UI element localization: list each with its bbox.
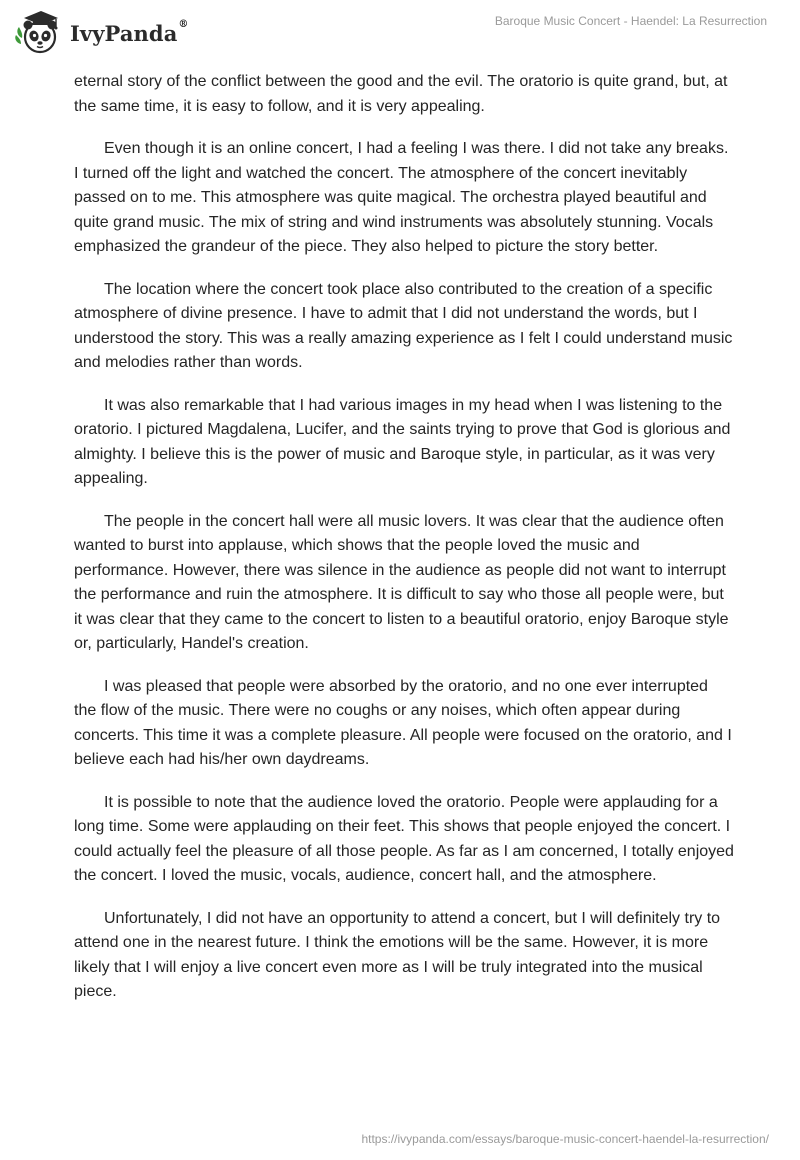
registered-mark: ®: [178, 18, 189, 30]
essay-body: [74, 70, 734, 1023]
document-title: Baroque Music Concert - Haendel: La Resurrection: [494, 14, 767, 28]
paragraph: I was pleased that people were absorbed by the oratorio, and no one ever interrupted the flow of the music. There were no coughs or any noises, which often appear during concerts. This time it was a complete pleasure. All people were focused on the oratorio, and I believe each had his/her own daydreams.: [74, 677, 732, 768]
paragraph: The people in the concert hall were all music lovers. It was clear that the audience often wanted to burst into applause, which shows that the people loved the music and performance. However, there was silence in the audience as people did not want to interrupt the performance and ruin the atmosphere. It is difficult to say who those all people were, but it was clear that they came to the concert to listen to a beautiful oratorio, enjoy Baroque style or, particularly, Handel's creation.: [74, 512, 729, 652]
paragraph: It is possible to note that the audience loved the oratorio. People were applauding for a long time. Some were applauding on their feet. This shows that people enjoyed the concert. I could actually feel the pleasure of all those people. As far as I am concerned, I totally enjoyed the concert. I loved the music, vocals, audience, concert hall, and the atmosphere.: [74, 793, 734, 884]
paragraph: It was also remarkable that I had various images in my head when I was listening to the oratorio. I pictured Magdalena, Lucifer, and the saints trying to prove that God is glorious and almighty. I believe this is the power of music and Baroque style, in particular, as it was very appealing.: [74, 396, 731, 487]
paragraph: The location where the concert took place also contributed to the creation of a specific atmosphere of divine presence. I have to admit that I did not understand the words, but I understood the story. This was a really amazing experience as I felt I could understand music and melodies rather than words.: [74, 280, 733, 371]
panda-graduation-cap-icon: [14, 8, 64, 56]
paragraph: Unfortunately, I did not have an opportunity to attend a concert, but I will definitely try to attend one in the nearest future. I think the emotions will be the same. However, it is more likely that I will enjoy a live concert even more as I will be truly integrated into the musical piece.: [74, 909, 721, 1000]
source-url-link[interactable]: https://ivypanda.com/essays/baroque-music-concert-haendel-la-resurrection/: [361, 1132, 769, 1146]
brand-name: IvyPanda®: [70, 18, 189, 46]
paragraph: eternal story of the conflict between the good and the evil. The oratorio is quite grand, but, at the same time, it is easy to follow, and it is very appealing.: [74, 73, 728, 115]
page-header: [0, 0, 800, 62]
brand-logo[interactable]: [14, 8, 189, 56]
paragraph: Even though it is an online concert, I had a feeling I was there. I did not take any breaks. I turned off the light and watched the concert. The atmosphere of the concert inevitably passed on to me. This atmosphere was quite magical. The orchestra played beautiful and quite grand music. The mix of string and wind instruments was absolutely stunning. Vocals emphasized the grandeur of the piece. They also helped to picture the story better.: [74, 140, 729, 255]
